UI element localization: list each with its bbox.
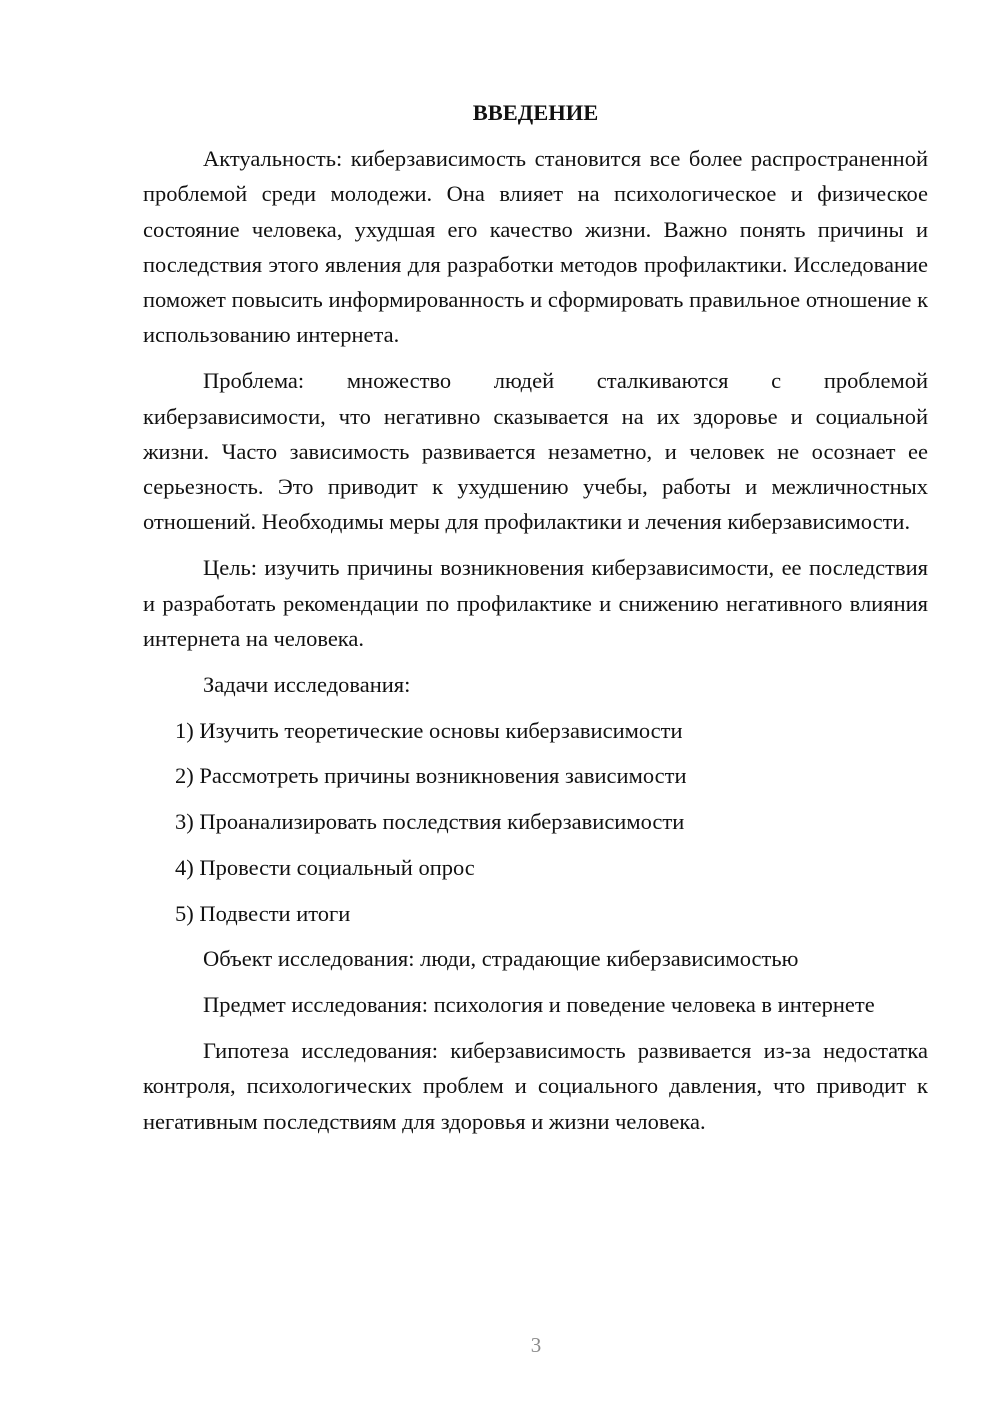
- subject-paragraph: Предмет исследования: психология и поведение человека в интернете: [203, 991, 875, 1017]
- task-item-3: 3) Проанализировать последствия киберзависимости: [175, 809, 685, 835]
- section-title: ВВЕДЕНИЕ: [472, 100, 599, 125]
- page-number: 3: [530, 1333, 542, 1357]
- task-item-5: 5) Подвести итоги: [175, 900, 351, 926]
- hypothesis-paragraph: Гипотеза исследования: киберзависимость развивается из-за недостатка контроля, психологических проблем и социального давления, что приводит к негативным последствиям для здоровья и жизни человека.: [143, 1038, 928, 1134]
- relevance-paragraph: Актуальность: киберзависимость становится все более распространенной проблемой среди молодежи. Она влияет на психологическое и физическое состояние человека, ухудшая его качество жизни. Важно понять причины и последствия этого явления для разработки методов профилактики. Исследование поможет повысить информированность и сформировать правильное отношение к использованию интернета.: [143, 146, 928, 348]
- document-page: [143, 95, 928, 1150]
- task-item-4: 4) Провести социальный опрос: [175, 854, 475, 880]
- tasks-heading: Задачи исследования:: [203, 672, 411, 698]
- goal-paragraph: Цель: изучить причины возникновения киберзависимости, ее последствия и разработать рекомендации по профилактике и снижению негативного влияния интернета на человека.: [143, 555, 928, 651]
- problem-paragraph: Проблема: множество людей сталкиваются с проблемой киберзависимости, что негативно сказывается на их здоровье и социальной жизни. Часто зависимость развивается незаметно, и человек не осознает ее серьезность. Это приводит к ухудшению учебы, работы и межличностных отношений. Необходимы меры для профилактики и лечения киберзависимости.: [143, 368, 928, 535]
- task-item-1: 1) Изучить теоретические основы киберзависимости: [175, 717, 683, 743]
- task-item-2: 2) Рассмотреть причины возникновения зависимости: [175, 763, 687, 789]
- object-paragraph: Объект исследования: люди, страдающие киберзависимостью: [203, 946, 799, 972]
